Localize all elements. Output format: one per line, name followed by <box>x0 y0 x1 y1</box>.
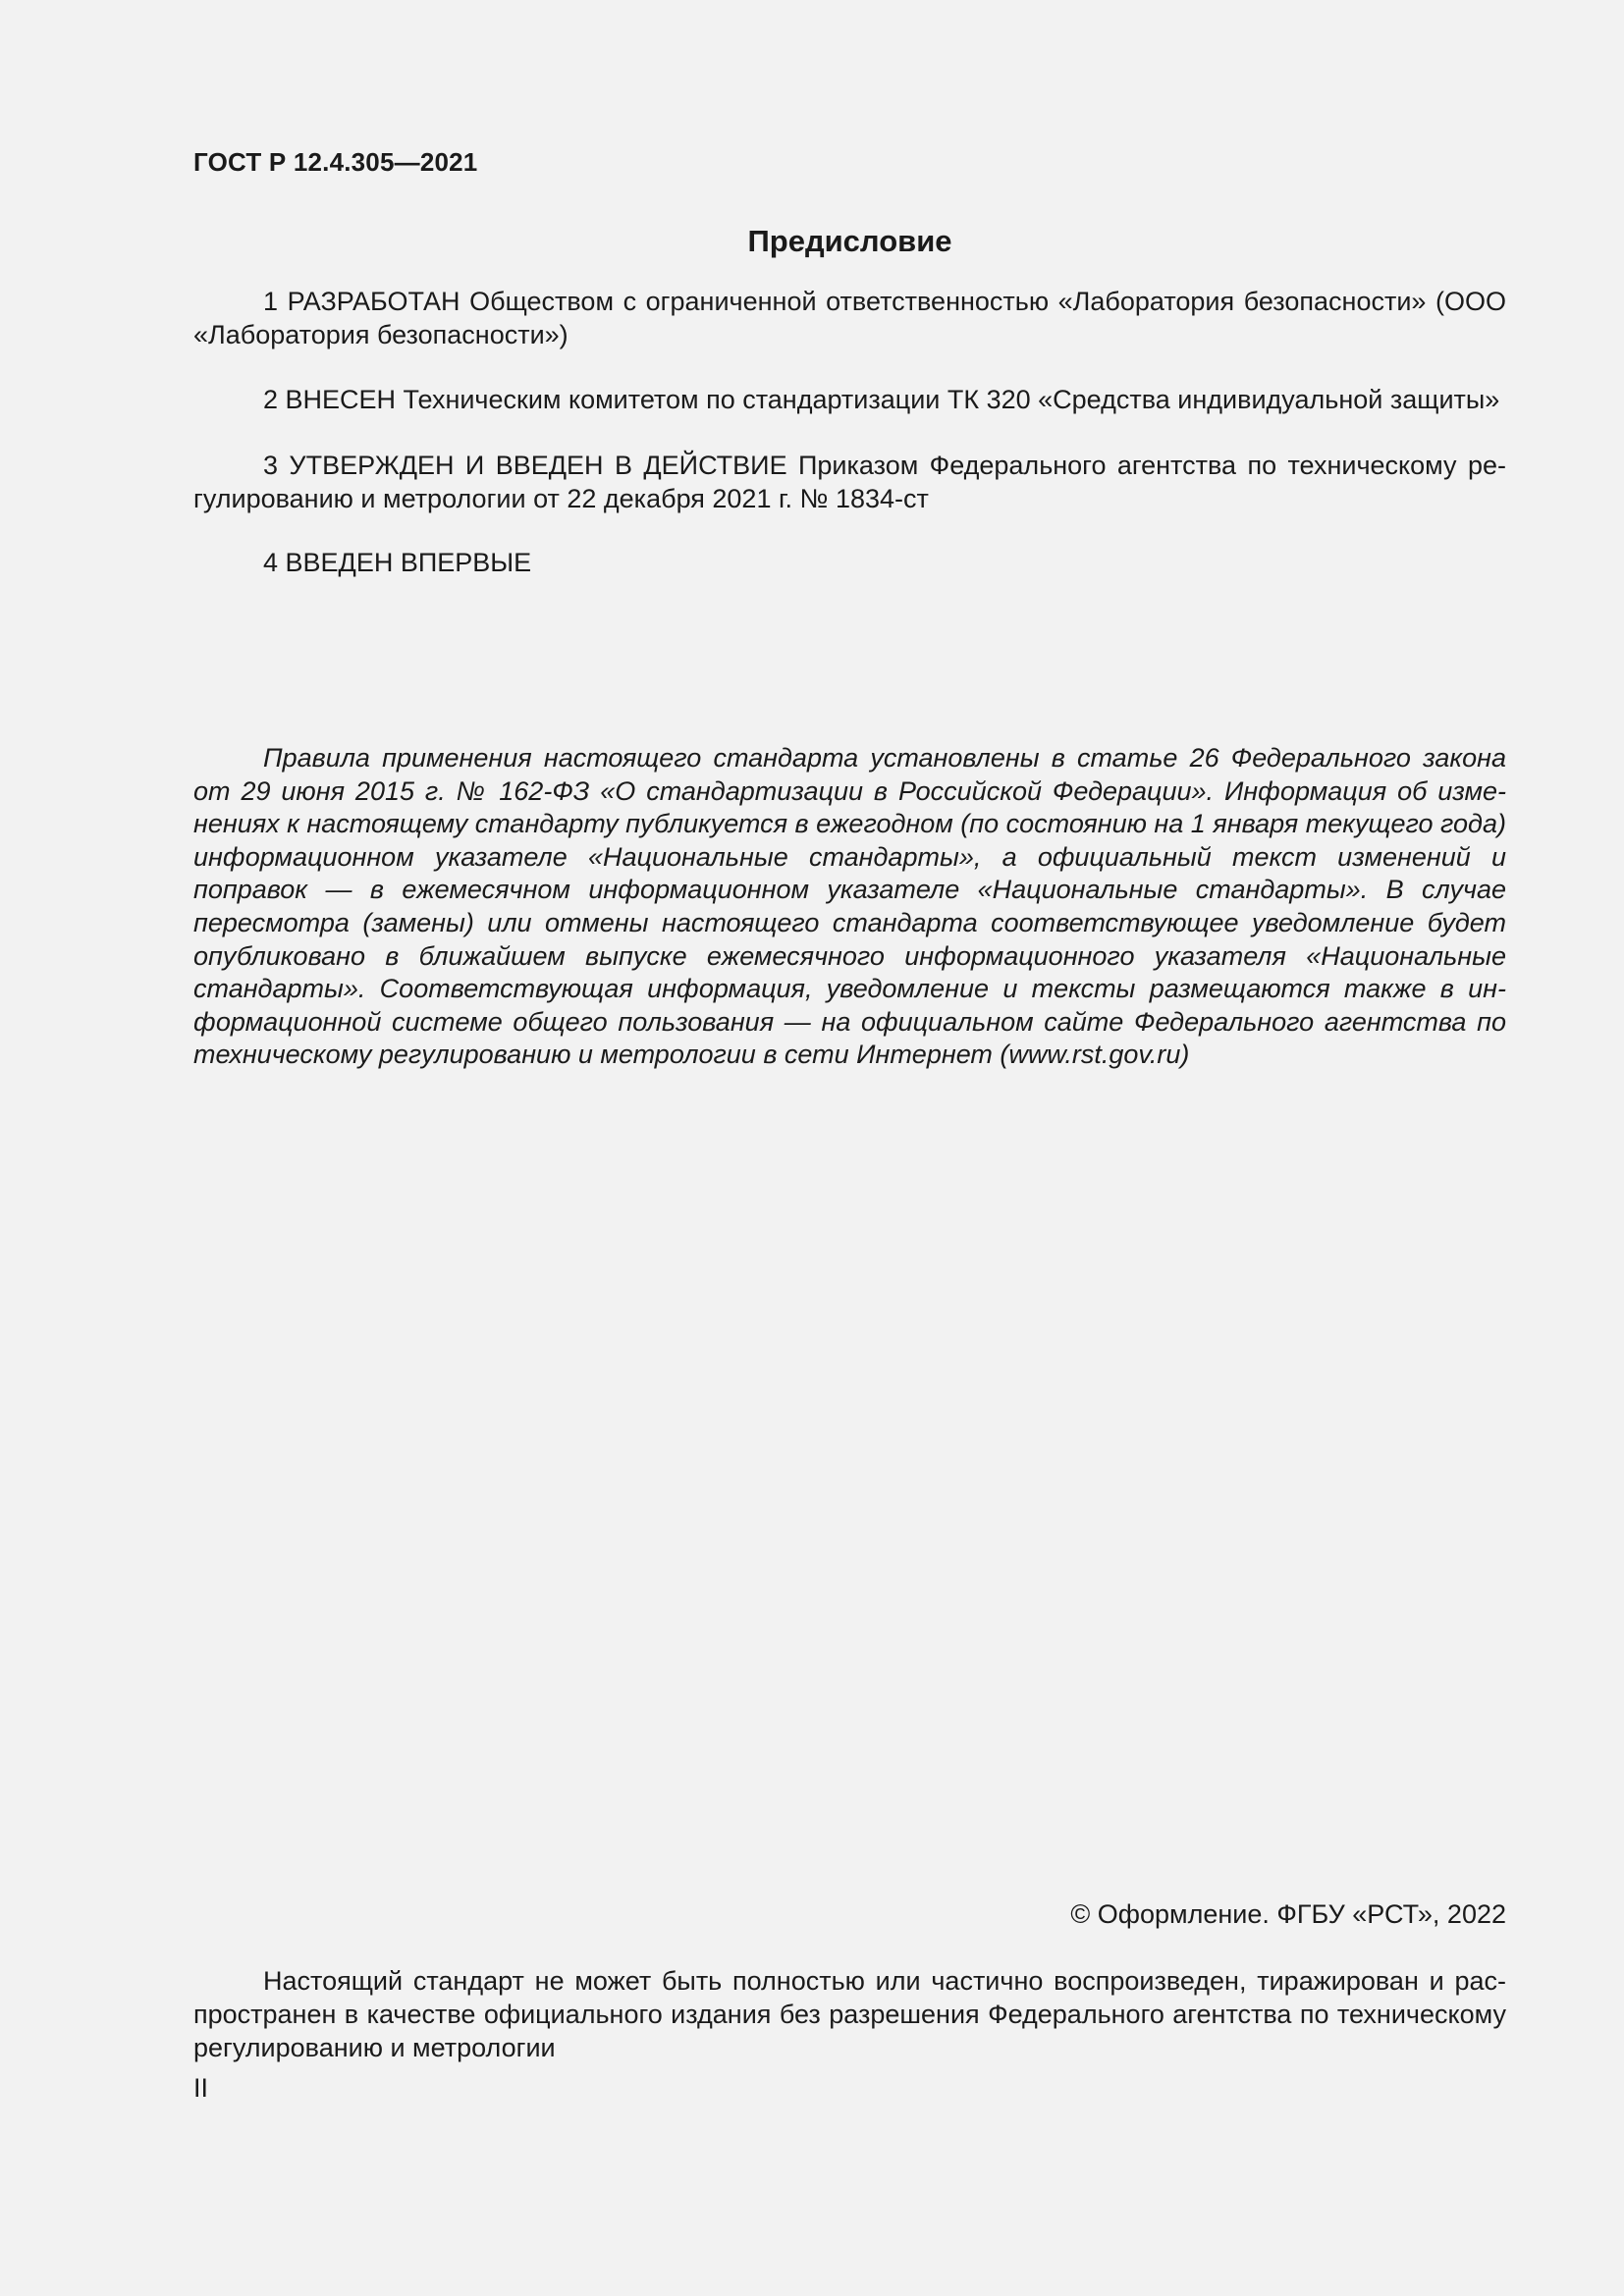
standard-designation: ГОСТ Р 12.4.305—2021 <box>193 147 478 177</box>
foreword-item-3: 3 УТВЕРЖДЕН И ВВЕДЕН В ДЕЙСТВИЕ Приказом Федерального агентства по техническому регулированию и метрологии от 22 декабря 2021 г. № 1834-ст <box>193 451 1506 513</box>
foreword-item-1: 1 РАЗРАБОТАН Обществом с ограниченной ответственностью «Лаборатория безопасности» (ООО «Лаборатория безопасности») <box>193 287 1506 349</box>
reproduction-notice: Настоящий стандарт не может быть полностью или частично воспроизведен, тиражирован и распространен в качестве официального издания без разрешения Федерального агентства по техническому регулированию и метрологии <box>193 1966 1506 2062</box>
foreword-item-2: 2 ВНЕСЕН Техническим комитетом по стандартизации ТК 320 «Средства индивидуальной защиты» <box>263 385 1500 414</box>
page-number: II <box>193 2073 209 2103</box>
foreword-item-4: 4 ВВЕДЕН ВПЕРВЫЕ <box>263 548 532 577</box>
application-rules-note: Правила применения настоящего стандарта установлены в статье 26 Федерального закона от 29 июня 2015 г. № 162-ФЗ «О стандартизации в Российской Федерации». Информация об изменениях к настоящему стандарту публикуется в ежегодном (по состоянию на 1 января текущего года) информационном указателе «Национальные стандарты», а официальный текст изменений и поправок — в ежемесячном информационном указателе «Национальные стандарты». В случае пересмотра (замены) или отмены настоящего стандарта соответствующее уведомление будет опубликовано в ближайшем выпуске ежемесячного информационного указателя «Национальные стандарты». Соответствующая информация, уведомление и тексты размещаются также в информационной системе общего пользования — на официальном сайте Федерального агентства по техническому регулированию и метрологии в сети Интернет (www.rst.gov.ru) <box>193 743 1506 1070</box>
copyright-notice: © Оформление. ФГБУ «РСТ», 2022 <box>1070 1899 1506 1929</box>
page-title: Предисловие <box>747 224 952 258</box>
